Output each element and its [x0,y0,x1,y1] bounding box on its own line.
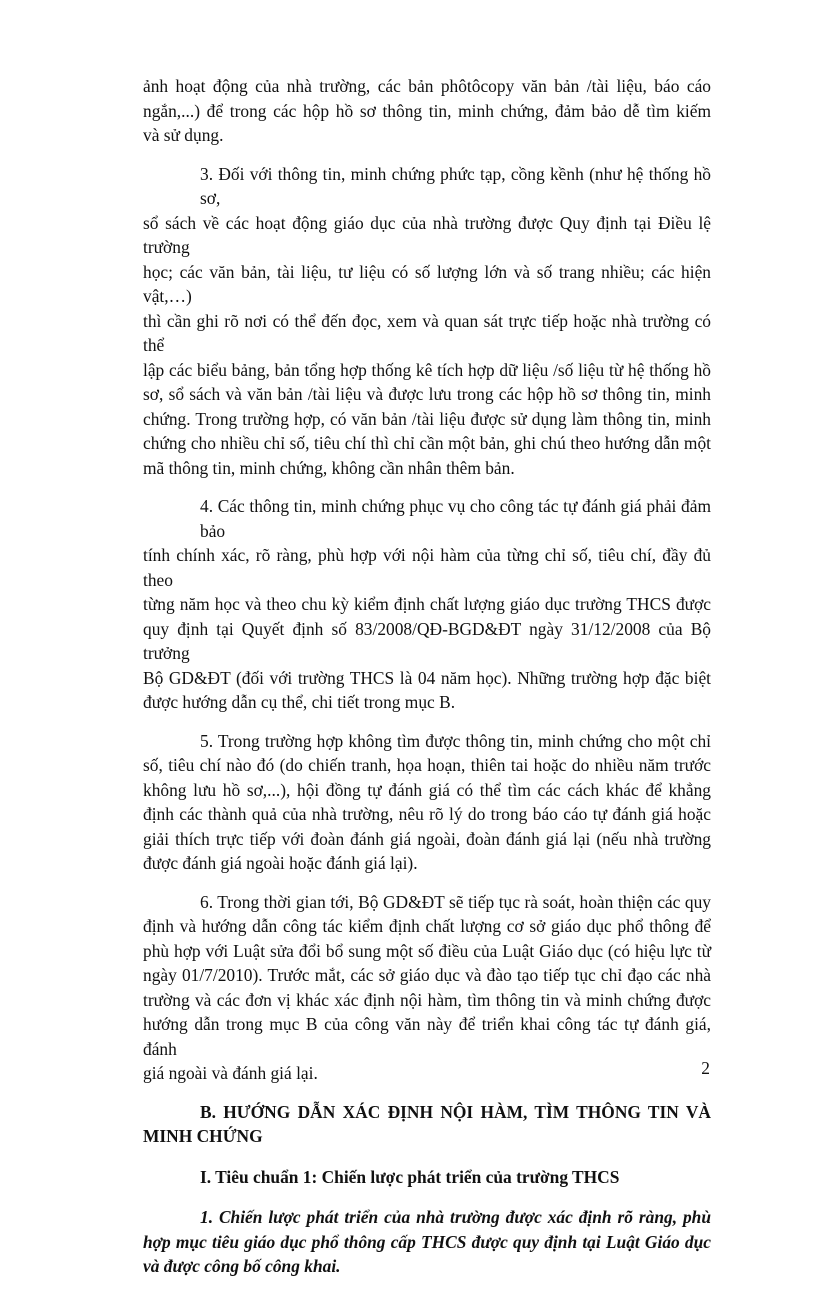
text-line: và sử dụng. [143,125,224,145]
section-b-heading [143,1100,711,1149]
text-line: định và hướng dẫn công tác kiểm định chất lượng cơ sở giáo dục phổ thông để [143,916,711,936]
document-body [143,74,711,1293]
item-4-paragraph [143,494,711,715]
item-5-paragraph [143,729,711,876]
text-line: 4. Các thông tin, minh chứng phục vụ cho công tác tự đánh giá phải đảm bảo [200,496,711,541]
heading-line: B. HƯỚNG DẪN XÁC ĐỊNH NỘI HÀM, TÌM THÔNG TIN VÀ [200,1101,711,1122]
text-line: định các thành quả của nhà trường, nêu rõ lý do trong báo cáo tự đánh giá hoặc [143,804,711,824]
text-line: chứng cho nhiều chỉ số, tiêu chí thì chỉ cần một bản, ghi chú theo hướng dẫn một [143,433,711,453]
text-line: 5. Trong trường hợp không tìm được thông tin, minh chứng cho một chỉ [200,730,711,751]
text-line: phù hợp với Luật sửa đổi bổ sung một số điều của Luật Giáo dục (có hiệu lực từ [143,940,711,961]
text-line: giải thích trực tiếp với đoàn đánh giá ngoài, đoàn đánh giá lại (nếu nhà trường [143,828,711,849]
text-line: ngày 01/7/2010). Trước mắt, các sở giáo dục và đào tạo tiếp tục chỉ đạo các nhà [143,965,711,985]
text-line: số, tiêu chí nào đó (do chiến tranh, họa hoạn, thiên tai hoặc do nhiều năm trước [143,755,711,775]
text-line: Bộ GD&ĐT (đối với trường THCS là 04 năm học). Những trường hợp đặc biệt [143,667,711,688]
text-line: lập các biểu bảng, bản tổng hợp thống kê tích hợp dữ liệu /số liệu từ hệ thống hồ [143,359,711,380]
page-number: 2 [701,1058,710,1078]
item-3-paragraph [143,162,711,481]
text-line: mã thông tin, minh chứng, không cần nhân thêm bản. [143,457,515,478]
standard-1-heading [143,1165,711,1190]
text-line: 6. Trong thời gian tới, Bộ GD&ĐT sẽ tiếp tục rà soát, hoàn thiện các quy [200,891,711,912]
text-line: và được công bố công khai. [143,1256,341,1276]
text-line: được đánh giá ngoài hoặc đánh giá lại). [143,853,418,873]
text-line: học; các văn bản, tài liệu, tư liệu có số lượng lớn và số trang nhiều; các hiện vật,…) [143,261,711,306]
item-6-paragraph [143,890,711,1086]
text-line: thì cần ghi rõ nơi có thể đến đọc, xem và quan sát trực tiếp hoặc nhà trường có thể [143,310,711,355]
text-line: ngắn,...) để trong các hộp hồ sơ thông tin, minh chứng, đảm bảo dễ tìm kiếm [143,100,711,121]
text-line: 3. Đối với thông tin, minh chứng phức tạp, cồng kềnh (như hệ thống hồ sơ, [200,163,711,208]
text-line: tính chính xác, rõ ràng, phù hợp với nội hàm của từng chỉ số, tiêu chí, đầy đủ theo [143,545,711,590]
text-line: chứng. Trong trường hợp, có văn bản /tài liệu được sử dụng làm thông tin, minh [143,408,711,429]
text-line: ảnh hoạt động của nhà trường, các bản phôtôcopy văn bản /tài liệu, báo cáo [143,76,711,96]
intro-paragraph [143,74,711,148]
criterion-1-paragraph [143,1205,711,1279]
text-line: sổ sách về các hoạt động giáo dục của nhà trường được Quy định tại Điều lệ trường [143,212,711,257]
text-line: được hướng dẫn cụ thể, chi tiết trong mục B. [143,692,456,712]
text-line: từng năm học và theo chu kỳ kiểm định chất lượng giáo dục trường THCS được [143,594,711,614]
heading-line: MINH CHỨNG [143,1126,263,1146]
text-line: hợp mục tiêu giáo dục phổ thông cấp THCS được quy định tại Luật Giáo dục [143,1231,711,1252]
text-line: sơ, sổ sách và văn bản /tài liệu và được lưu trong các hộp hồ sơ thông tin, minh [143,384,711,404]
text-line: 1. Chiến lược phát triển của nhà trường được xác định rõ ràng, phù [200,1207,711,1227]
text-line: không lưu hồ sơ,...), hội đồng tự đánh giá có thể tìm các cách khác để khẳng [143,779,711,800]
text-line: giá ngoài và đánh giá lại. [143,1063,318,1083]
text-line: trường và các đơn vị khác xác định nội hàm, tìm thông tin và minh chứng được [143,989,711,1010]
text-line: quy định tại Quyết định số 83/2008/QĐ-BGD&ĐT ngày 31/12/2008 của Bộ trưởng [143,618,711,663]
text-line: hướng dẫn trong mục B của công văn này để triển khai công tác tự đánh giá, đánh [143,1014,711,1059]
heading-line: I. Tiêu chuẩn 1: Chiến lược phát triển của trường THCS [200,1166,620,1187]
